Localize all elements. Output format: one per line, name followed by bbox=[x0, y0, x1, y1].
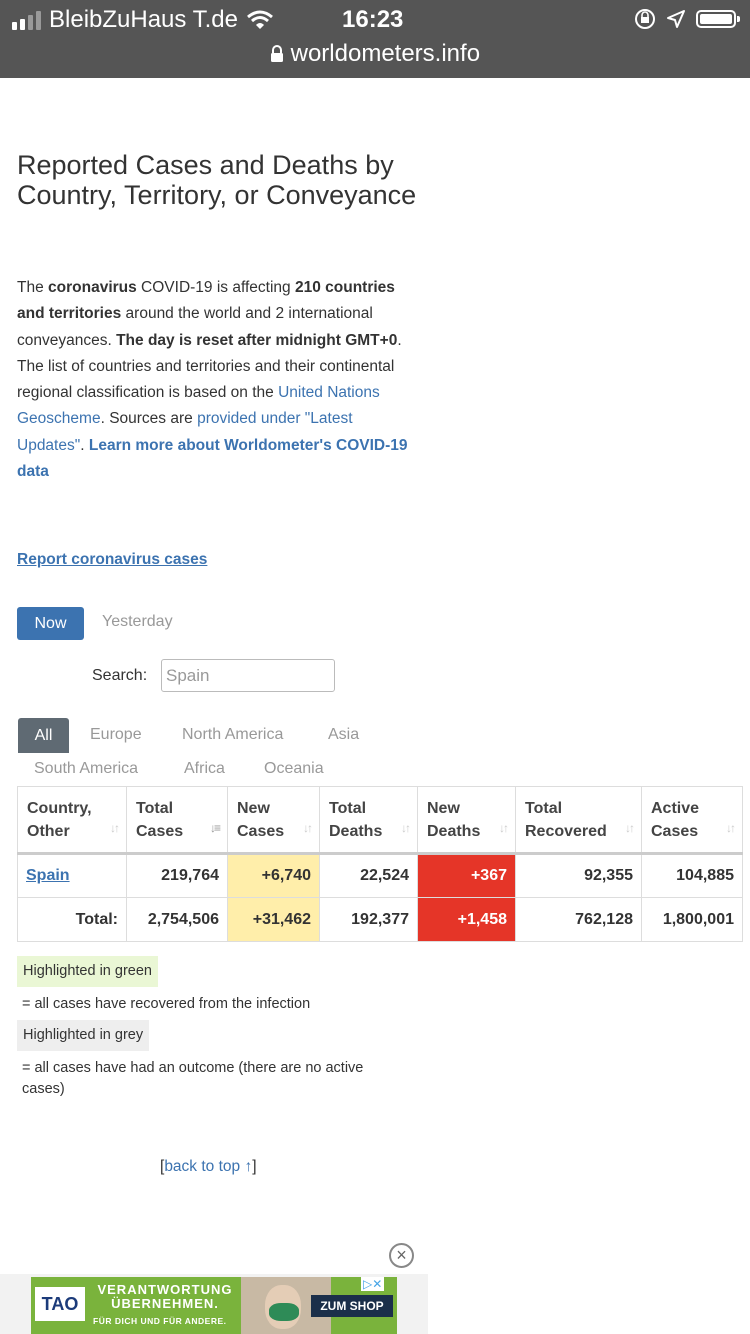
wifi-icon bbox=[246, 10, 274, 30]
ad-title-line: VERANTWORTUNG bbox=[97, 1282, 233, 1297]
country-link-spain[interactable]: Spain bbox=[26, 867, 70, 884]
url-text: worldometers.info bbox=[290, 40, 481, 67]
sort-icon: ↓↑ bbox=[625, 821, 633, 835]
now-button[interactable]: Now bbox=[17, 607, 84, 640]
cell-total-recovered: 92,355 bbox=[516, 854, 642, 898]
tab-all[interactable]: All bbox=[18, 718, 69, 753]
cell-total-cases: 2,754,506 bbox=[127, 898, 228, 942]
legend-green-text: = all cases have recovered from the infection bbox=[22, 996, 311, 1012]
cell-total-deaths: 192,377 bbox=[320, 898, 418, 942]
header-label: Other bbox=[27, 823, 70, 840]
legend-grey-label: Highlighted in grey bbox=[17, 1020, 149, 1051]
intro-text: . Sources are bbox=[100, 410, 198, 428]
cell-country bbox=[18, 854, 127, 898]
header-label: New bbox=[237, 800, 270, 817]
cell-active-cases: 1,800,001 bbox=[642, 898, 743, 942]
tab-north-america[interactable]: North America bbox=[182, 726, 284, 743]
ad-banner[interactable] bbox=[31, 1277, 397, 1334]
tab-oceania[interactable]: Oceania bbox=[264, 760, 324, 777]
cases-table bbox=[17, 786, 743, 942]
tab-europe[interactable]: Europe bbox=[90, 726, 142, 743]
cell-total-recovered: 762,128 bbox=[516, 898, 642, 942]
back-to-top bbox=[160, 1158, 257, 1176]
ad-choices-icon[interactable]: ▷✕ bbox=[363, 1277, 383, 1291]
header-label: Cases bbox=[237, 823, 285, 840]
ad-logo: TAO bbox=[35, 1287, 85, 1321]
sort-desc-icon: ↓≡ bbox=[209, 821, 219, 835]
legend-green-label: Highlighted in green bbox=[17, 956, 158, 987]
back-to-top-link[interactable]: back to top ↑ bbox=[164, 1158, 253, 1175]
status-bar bbox=[0, 0, 750, 78]
header-label: Cases bbox=[136, 823, 184, 840]
status-icons bbox=[634, 8, 736, 30]
header-label: Active bbox=[651, 800, 700, 817]
lock-icon bbox=[270, 45, 284, 63]
header-label: New bbox=[427, 800, 460, 817]
header-total-deaths[interactable] bbox=[320, 787, 418, 854]
cell-active-cases: 104,885 bbox=[642, 854, 743, 898]
intro-text: around the world and 2 international conveyances. bbox=[17, 305, 373, 349]
cell-total-cases: 219,764 bbox=[127, 854, 228, 898]
search-input[interactable] bbox=[161, 659, 335, 692]
intro-bold: The day is reset after midnight GMT+0 bbox=[116, 331, 398, 349]
table-total-row bbox=[18, 898, 743, 942]
carrier-name: BleibZuHaus T.de bbox=[49, 6, 238, 33]
sort-icon: ↓↑ bbox=[303, 821, 311, 835]
geoscheme-link[interactable]: United Nations Geoscheme bbox=[17, 384, 380, 428]
ad-title bbox=[95, 1283, 235, 1311]
header-total-cases[interactable] bbox=[127, 787, 228, 854]
table-header-row bbox=[18, 787, 743, 854]
ad-subtitle: FÜR DICH UND FÜR ANDERE. bbox=[93, 1316, 227, 1326]
intro-text: The bbox=[17, 279, 49, 296]
cell-new-deaths: +367 bbox=[418, 854, 516, 898]
sort-icon: ↓↑ bbox=[726, 821, 734, 835]
yesterday-button[interactable]: Yesterday bbox=[102, 613, 173, 630]
cell-new-deaths: +1,458 bbox=[418, 898, 516, 942]
bracket: ] bbox=[252, 1158, 257, 1175]
tab-africa[interactable]: Africa bbox=[184, 760, 225, 777]
clock: 16:23 bbox=[342, 6, 404, 33]
header-new-cases[interactable] bbox=[228, 787, 320, 854]
header-new-deaths[interactable] bbox=[418, 787, 516, 854]
bracket: [ bbox=[160, 1158, 165, 1175]
header-active-cases[interactable] bbox=[642, 787, 743, 854]
report-cases-link[interactable]: Report coronavirus cases bbox=[17, 551, 208, 568]
ad-title-line: ÜBERNEHMEN. bbox=[111, 1296, 219, 1311]
tab-south-america[interactable]: South America bbox=[34, 760, 139, 777]
location-icon bbox=[666, 9, 686, 29]
rotation-lock-icon bbox=[634, 8, 656, 30]
cell-total-label: Total: bbox=[18, 898, 127, 942]
header-label: Total bbox=[329, 800, 367, 817]
signal-icon bbox=[12, 10, 41, 30]
header-label: Total bbox=[136, 800, 174, 817]
intro-bold: coronavirus bbox=[48, 279, 137, 296]
learn-more-link[interactable]: Learn more about Worldometer's COVID-19 data bbox=[17, 436, 408, 481]
intro-bold: 210 countries and territories bbox=[17, 279, 395, 323]
header-label: Deaths bbox=[329, 823, 383, 840]
carrier-info bbox=[12, 6, 274, 34]
battery-icon bbox=[696, 10, 736, 28]
table-row bbox=[18, 854, 743, 898]
header-total-recovered[interactable] bbox=[516, 787, 642, 854]
search-label: Search: bbox=[92, 667, 148, 684]
header-label: Deaths bbox=[427, 823, 481, 840]
ad-close-icon[interactable]: × bbox=[389, 1243, 414, 1268]
header-label: Total bbox=[525, 800, 563, 817]
page-title: Reported Cases and Deaths by Country, Territory, or Conveyance bbox=[17, 150, 417, 210]
header-label: Country, bbox=[27, 800, 92, 817]
sort-icon: ↓↑ bbox=[401, 821, 409, 835]
legend-grey-text: = all cases have had an outcome (there are no active cases) bbox=[22, 1060, 364, 1097]
header-label: Recovered bbox=[525, 823, 607, 840]
sort-icon: ↓↑ bbox=[110, 821, 118, 835]
intro-text: . bbox=[80, 436, 89, 454]
intro-text: COVID-19 is affecting bbox=[136, 279, 295, 296]
sort-icon: ↓↑ bbox=[499, 821, 507, 835]
sources-link[interactable]: provided under "Latest Updates" bbox=[17, 410, 353, 454]
intro-text: . The list of countries and territories and their continental regional classification is based on the bbox=[17, 331, 402, 402]
header-country[interactable] bbox=[18, 787, 127, 854]
address-bar[interactable] bbox=[0, 40, 750, 68]
cell-new-cases: +6,740 bbox=[228, 854, 320, 898]
header-label: Cases bbox=[651, 823, 699, 840]
intro-paragraph bbox=[17, 275, 417, 485]
cell-new-cases: +31,462 bbox=[228, 898, 320, 942]
tab-asia[interactable]: Asia bbox=[328, 726, 360, 743]
ad-shop-button[interactable]: ZUM SHOP bbox=[311, 1295, 393, 1317]
cell-total-deaths: 22,524 bbox=[320, 854, 418, 898]
